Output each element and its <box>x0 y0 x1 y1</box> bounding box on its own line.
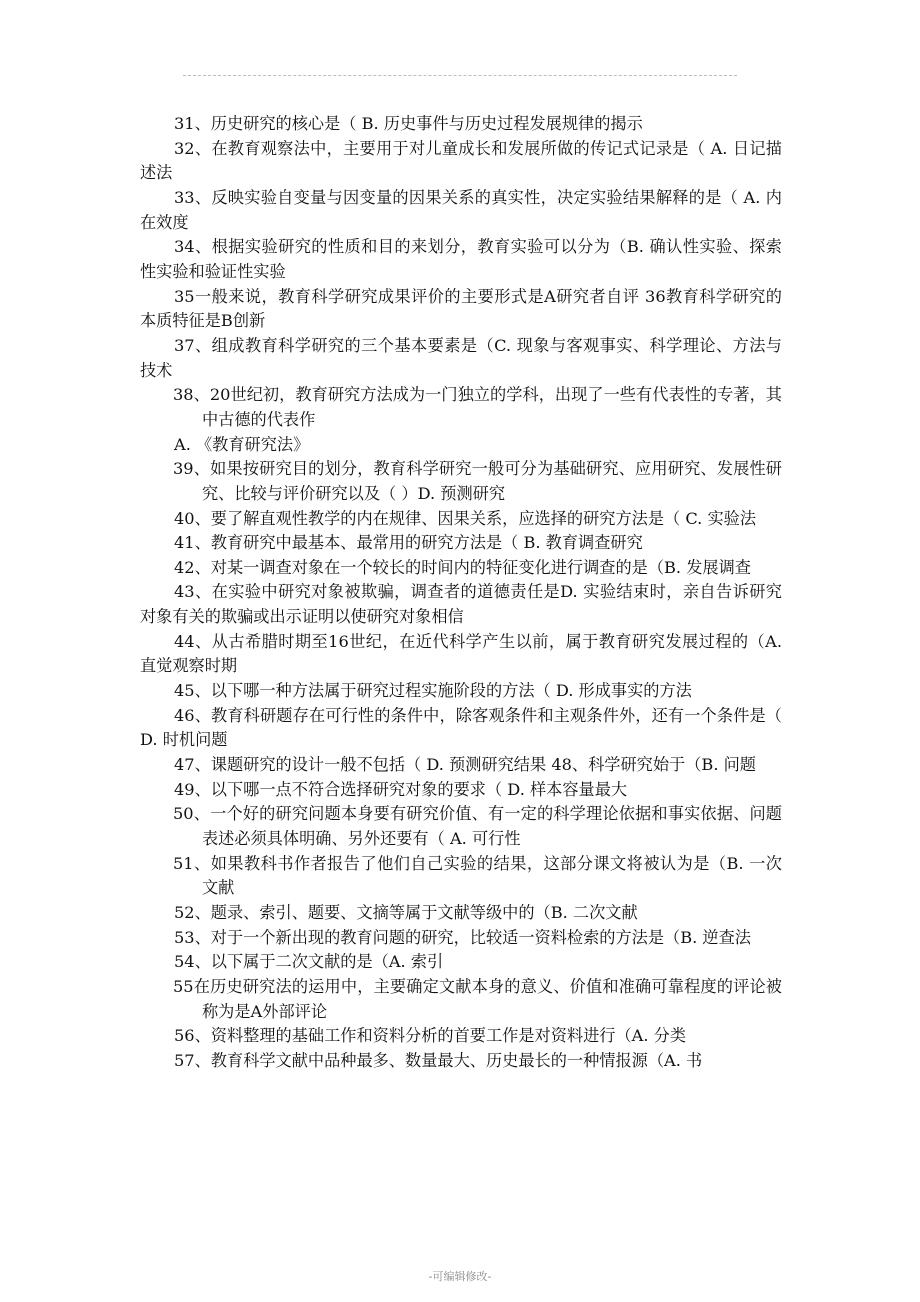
question-item: 33、反映实验自变量与因变量的因果关系的真实性，决定实验结果解释的是（ A. 内在效度 <box>140 187 782 232</box>
question-item: 57、教育科学文献中品种最多、数量最大、历史最长的一种情报源（A. 书 <box>174 1050 703 1070</box>
question-item: 32、在教育观察法中，主要用于对儿童成长和发展所做的传记式记录是（ A. 日记描述法 <box>140 138 782 183</box>
question-item: 52、题录、索引、题要、文摘等属于文献等级中的（B. 二次文献 <box>174 903 638 922</box>
question-item: A. 《教育研究法》 <box>174 434 310 454</box>
question-item: 40、要了解直观性教学的内在规律、因果关系，应选择的研究方法是（ C. 实验法 <box>174 508 757 528</box>
question-item: 39、如果按研究目的划分，教育科学研究一般可分为基础研究、应用研究、发展性研究、比较与评价研究以及（ ）D. 预测研究 <box>173 459 782 503</box>
question-item: 55在历史研究法的运用中，主要确定文献本身的意义、价值和准确可靠程度的评论被称为是A外部评论 <box>173 976 782 1021</box>
question-item: 31、历史研究的核心是（ B. 历史事件与历史过程发展规律的揭示 <box>174 114 643 133</box>
question-item: 42、对某一调查对象在一个较长的时间内的特征变化进行调查的是（B. 发展调查 <box>174 557 751 577</box>
question-item: 44、从古希腊时期至16世纪，在近代科学产生以前，属于教育研究发展过程的（A. 直觉观察时期 <box>140 631 782 676</box>
question-item: 56、资料整理的基础工作和资料分析的首要工作是对资料进行（A. 分类 <box>174 1026 687 1046</box>
question-item: 51、如果教科书作者报告了他们自己实验的结果，这部分课文将被认为是（B. 一次文献 <box>173 853 782 898</box>
question-item: 45、以下哪一种方法属于研究过程实施阶段的方法（ D. 形成事实的方法 <box>174 681 692 701</box>
page-footer: -可编辑修改- <box>428 1270 492 1283</box>
question-item: 53、对于一个新出现的教育问题的研究，比较适一资料检索的方法是（B. 逆查法 <box>174 927 751 947</box>
question-item: 34、根据实验研究的性质和目的来划分，教育实验可以分为（B. 确认性实验、探索性实验和验证性实验 <box>140 237 782 281</box>
question-item: 46、教育科研题存在可行性的条件中，除客观条件和主观条件外，还有一个条件是（ D. 时机问题 <box>140 705 782 750</box>
question-item: 41、教育研究中最基本、最常用的研究方法是（ B. 教育调查研究 <box>174 533 643 553</box>
question-item: 35一般来说，教育科学研究成果评价的主要形式是A研究者自评 36教育科学研究的本质特征是B创新 <box>140 286 782 331</box>
header-rule <box>183 75 737 76</box>
question-item: 38、20世纪初，教育研究方法成为一门独立的学科，出现了一些有代表性的专著，其中古德的代表作 <box>173 385 782 429</box>
question-item: 47、课题研究的设计一般不包括（ D. 预测研究结果 48、科学研究始于（B. 问题 <box>174 755 756 775</box>
question-item: 54、以下属于二次文献的是（A. 索引 <box>174 952 444 972</box>
question-item: 49、以下哪一点不符合选择研究对象的要求（ D. 样本容量最大 <box>174 779 628 799</box>
document-body <box>140 112 782 1074</box>
question-item: 37、组成教育科学研究的三个基本要素是（C. 现象与客观事实、科学理论、方法与技术 <box>140 335 782 380</box>
question-item: 43、在实验中研究对象被欺骗，调查者的道德责任是D. 实验结束时，亲自告诉研究对象有关的欺骗或出示证明以使研究对象相信 <box>140 582 782 627</box>
question-item: 50、一个好的研究问题本身要有研究价值、有一定的科学理论依据和事实依据、问题表述必须具体明确、另外还要有（ A. 可行性 <box>173 804 782 849</box>
